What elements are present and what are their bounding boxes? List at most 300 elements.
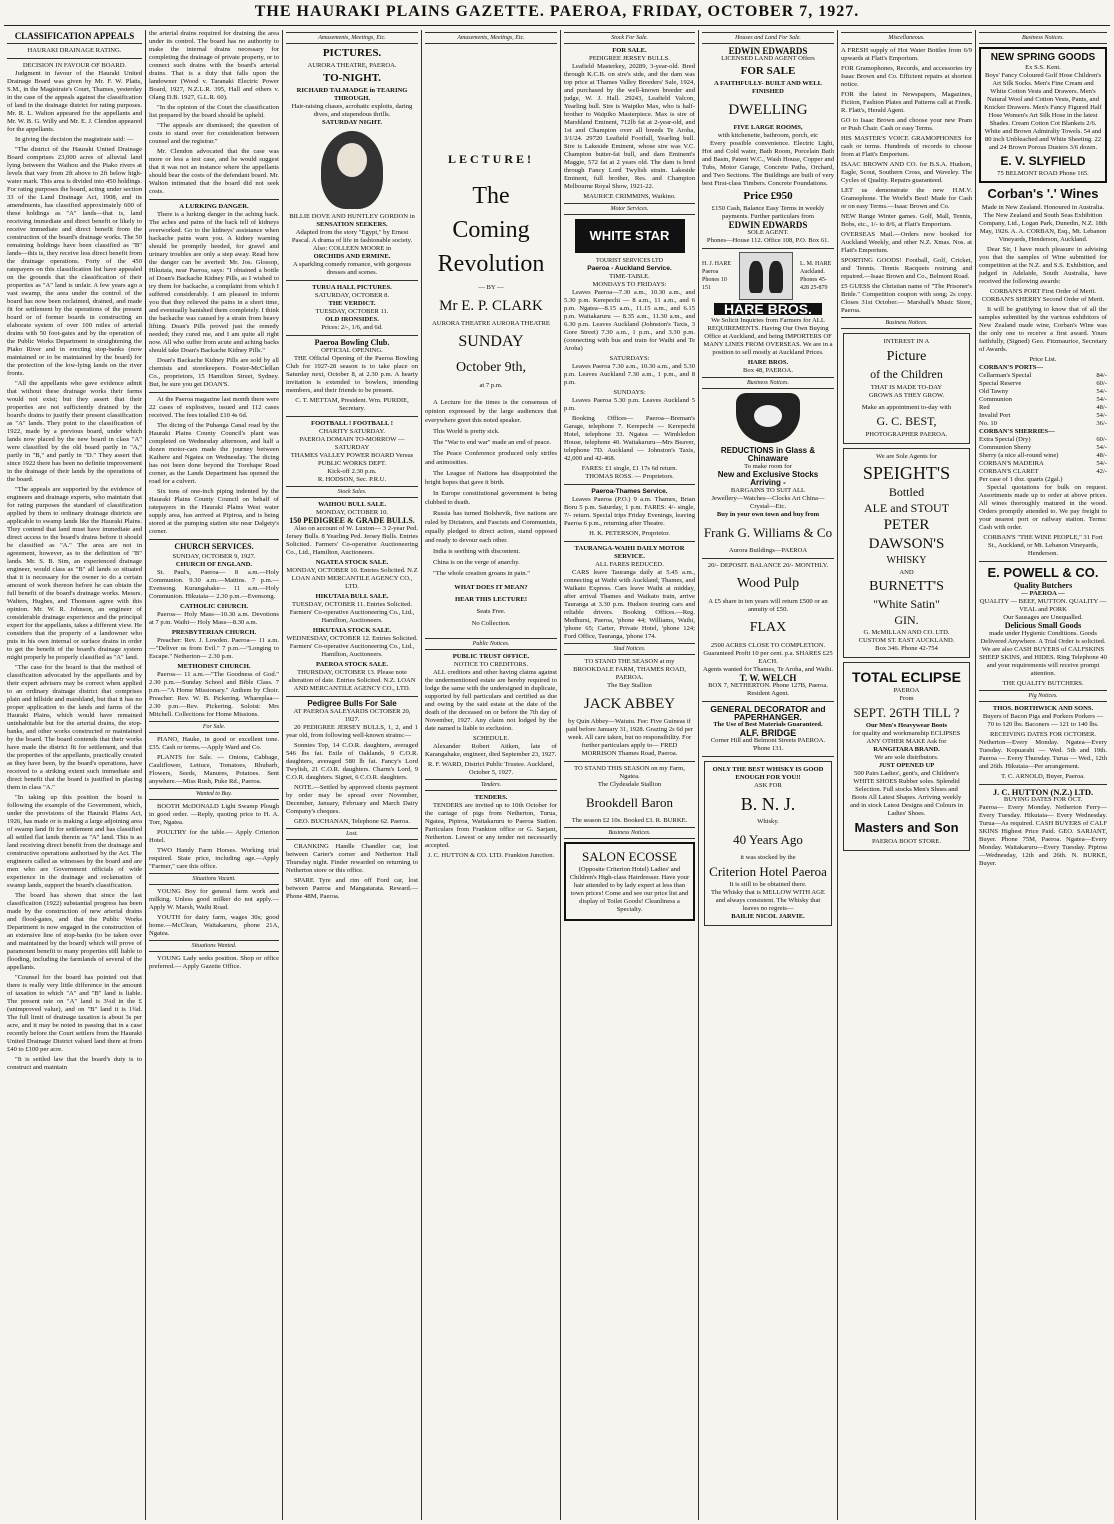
lecture-by: — BY — — [478, 284, 504, 291]
film-stars: BILLIE DOVE AND HUNTLEY GORDON in — [289, 213, 415, 220]
price-item: Red — [979, 404, 990, 411]
column-4 — [421, 30, 560, 1520]
contact-paeroa: H. J. HARE Paeroa Phones 10 151 — [702, 261, 732, 291]
ad-body: We Solicit Inquiries from Farmers for ALL REQUIREMENTS. Having Our Own Buying Office at Auckland, and being IMPORTERS OF MANY LINES FROM OVERSEAS. We are in a position to sell mostly at Auckland Prices. — [703, 317, 833, 356]
ad-heading: ALE and STOUT — [863, 501, 950, 515]
lecture-heading: LECTURE! — [447, 152, 534, 166]
price-value: 54/- — [1096, 444, 1107, 451]
company-name: J. C. HUTTON (N.Z.) LTD. — [992, 787, 1094, 797]
price-row — [979, 396, 1107, 404]
ad-subheading: Price List. — [1029, 356, 1057, 363]
ad-body: Our Sausages are Unequalled. — [1003, 614, 1083, 621]
ad-heading: HIKUTAIA BULL SALE. — [315, 593, 389, 600]
ad-body: WHISKY — [886, 555, 927, 566]
ad-subheading: Our Men's Heavywear Boots — [865, 722, 948, 729]
ad-subheading: Ex S.S. Kent. — [1025, 64, 1061, 71]
section-label: Tenders. — [425, 779, 557, 791]
divider — [286, 696, 418, 697]
ad-body: PHOTOGRAPHER PAEROA. — [865, 431, 948, 438]
signature: R. F. WARD, District Public Trustee. Auckland, October 5, 1927. — [427, 761, 555, 776]
fares: FARES: £1 single, £1 17s 6d return. — [581, 465, 678, 472]
ad-body: Boys' Fancy Coloured Golf Hose Children's Art Silk Socks. Men's Fine Cream and White Cotton Vests and Drawers. Men's Natural Wool and Cotton Vests, Pants, and Knicker Drawers. Men's Fancy Figured Half Hose Women's Art Silk Hose in the latest Shades. Cream Cotton Cot Blankets 2/6. White and Brown Admiralty Towels. 54 and 80 inch Unbleached and White Sheeting. 22 and 24 Brown Porous Dusters 3/6 dozen. — [984, 72, 1102, 151]
theatre-name: AURORA THEATRE, PAEROA. — [307, 62, 397, 69]
paragraph: "The whole creation groans in pain." — [433, 570, 530, 577]
article-title: CLASSIFICATION APPEALS — [14, 31, 135, 41]
paragraph: The League of Nations has disappointed the bright hopes that gave it birth. — [425, 470, 557, 486]
section-label: Business Notices. — [841, 317, 972, 329]
price-item: Old Tawny — [979, 388, 1009, 395]
company-name: Frank G. Williams & Co — [703, 525, 833, 540]
section-label: Motor Services. — [564, 203, 695, 215]
price-row — [979, 372, 1107, 380]
ad-body: ASK FOR — [754, 782, 782, 789]
ad-body: It will be gratifying to know that of all the samples submitted by the various exhibitors of New Zealand made wine, Corban's Wine was the only one to receive a first award. Yours faithfully, (Signed) Geo. Fitzmaurice, Secretary of Awards. — [979, 306, 1107, 353]
ad-heading: TAURANGA-WAIHI DAILY MOTOR SERVICE. — [574, 545, 685, 560]
price-list — [979, 436, 1107, 476]
price-row — [979, 404, 1107, 412]
divider — [286, 335, 418, 336]
ad-subheading: TIME-TABLE. — [609, 273, 650, 280]
ad-subheading: SCHEDULE. — [472, 735, 510, 742]
divider — [702, 558, 834, 559]
slyfield-ad — [979, 47, 1107, 183]
article-title: A LURKING DANGER. — [179, 203, 249, 210]
brand-name: BAILIE NICOL JARVIE. — [731, 913, 805, 920]
church-name: CATHOLIC CHURCH. — [179, 603, 249, 610]
paragraph: "The case for the board is that the method of classification advocated by the appellants and by their expert advisers may be correct when applied to an ordinary drainage district that comprises plain and hillside and marshland, but that it has no proper application to the lands and farms of the Hauraki Plains, which would have remained uninhabitable but for the arterial drains, the stop-banks, and other works constructed or maintained by the board. The board contends that their works have made the district fit for settlement, and that the properties of the appellants, practically created as they have been, by the board's operations, have received to a striking extent such immediate and direct benefit that the board is justified in placing them in class "A." — [7, 664, 142, 791]
paragraph: "The appeals are supported by the evidence of engineers and drainage experts, who maintain that for rating purposes the standard of classification applied by them to ordinary drainage districts are applicable to swamp lands like the Hauraki Plains. They contend that land must have immediate and direct access to the board's drains before it should be classified as "A." The area are not in agreement, however, as to the definition of "B" lands. Mr. S. B. Sim, an experienced drainage engineer, would class as "B" all lands so situated that it is necessary for the owner to do a certain amount of work thereon before he can obtain the full benefit of the board's drainage works. Messrs. Walters, Hughes, and Thomson agree with this opinion. Mr. W. R. Johnson, an engineer of considerable drainage experience and the principal expert for the appellants, takes a different view. He considers that the property of a landowner who puts in his own internal or surface drains in order to get the benefit of the board's drainage system might properly be properly classified as "A" land. — [7, 486, 142, 661]
brand-name: RANGITARA BRAND. — [873, 746, 940, 753]
ad-body: TENDERS are invited up to 10th October for the cartage of pigs from Netherton, Turua, Ngatea, Pipiroa, Waitakaruru to Paeroa Station. Particulars from Frankton office or G. Sarjant, Netherton. Lowest or any tender not necessarily accepted. — [425, 802, 557, 849]
speights-ad — [843, 448, 970, 658]
ad-subheading: OFFICIAL OPENING. — [321, 347, 383, 354]
classified-ad: A FRESH supply of Hot Water Bottles from 6/9 upwards at Flatt's Emporium. — [841, 47, 972, 62]
ad-body: Alexander Robert Aitken, late of Karangahake, engineer, died September 23, 1927. — [425, 743, 557, 758]
price-value: 36/- — [1096, 420, 1107, 427]
paragraph: The "War to end war" made an end of peace. — [433, 439, 551, 446]
service-date: SUNDAY, OCTOBER 9, 1927. — [172, 553, 256, 560]
phones: Box 346. Phone 42-754 — [875, 645, 938, 652]
brand-name: SPEIGHT'S — [862, 463, 951, 483]
film-description: A sparkling comedy romance, with gorgeous dresses and scenes. — [292, 261, 412, 276]
classified-ad: SPORTING GOODS! Football, Golf, Cricket, and Tennis. Tennis Racquets restrung and repaired.—Isaac Brown and Co., Belmont Road. — [841, 257, 972, 280]
classified-ad: SPARE Tyre and rim off Ford car, lost between Paeroa and Mangatarata. Reward.—Phone 48M, Paeroa. — [286, 877, 418, 900]
ad-body: GIN. — [894, 613, 919, 627]
classified-ad: TWO Handy Farm Horses. Working trial required. State price, including age.—Apply "Farmer," care this office. — [149, 847, 279, 870]
hare-image — [739, 252, 793, 300]
booking-offices: Booking Offices— Paeroa—Breman's Garage, telephone 7. Kerepechi — Kerepechi Hotel, telephone 33. Ngatea — Wimbledon House, telephone 40. Waitakaruru—Mrs Beaver, telephone 7D. Auckland — Johnston's Taxis, 42,000 and 42-468. — [564, 415, 695, 462]
classified-ad: £5 GUESS the Christian name of "The Prisoner's Bride." Competition coupon with song; 2s copy. Closes 31st October.— Marshall's Music Store, Paeroa. — [841, 283, 972, 314]
ad-heading: NGATEA STOCK SALE. — [315, 559, 389, 566]
stallion-name: Brookdell Baron — [585, 795, 673, 810]
divider — [149, 199, 279, 200]
company-name: TOURIST SERVICES LTD — [595, 258, 664, 264]
film-title: RICHARD TALMADGE in TEARING THROUGH. — [296, 87, 408, 102]
ad-body: 20 PEDIGREE JERSEY BULLS, 1, 2, and 1 year old, from following well-known strains:— — [286, 724, 418, 739]
ad-heading: DWELLING — [728, 102, 808, 118]
paragraph: The dicing of the Puhanga Canal road by the Hauraki Plains County Council's plant was completed on Wednesday afternoon, and half a dozen motor-cars made the journey between Kaihere and Ngatea on Wednesday. The dicing has not been done beyond the Torehape Road corner, as the Lands Department has opened the road for a culvert. — [149, 422, 279, 485]
brand-name: PETER — [883, 517, 930, 533]
ad-heading: FLAX — [749, 620, 787, 635]
classified-ad: NEW Range Winter games. Golf, Mall, Tennis, Bobs, etc., 1/- to 8/6, at Flatt's Emporium. — [841, 213, 972, 228]
paragraph: In giving the decision the magistrate said: — — [15, 136, 134, 143]
section-label: Situations Vacant. — [149, 873, 279, 885]
address: Box 48, PAEROA. — [743, 367, 793, 374]
ad-body: CORBAN'S PORT First Order of Merit. CORBAN'S SHERRY Second Order of Merit. — [981, 288, 1105, 303]
section-label: Business Notices. — [564, 827, 695, 839]
address: PAEROA BOOT STORE. — [872, 838, 941, 845]
paragraph: This World is pretty sick. — [433, 428, 500, 435]
ad-body: THE Official Opening of the Paeroa Bowling Club for 1927-28 season is to take place on Saturday next, October 8, at 2.30 p.m. A hearty invitation is extended to bowlers, intending members, and their friends to be present. — [286, 355, 418, 394]
ad-body: Also on account of W. Luxton— 3 2-year Ped. Jersey Bulls. 8 Yearling Ped. Jersey Bulls. Entries Solicited. Farmers' Co-operative Auctioneering Co., Ltd., Hamilton, Auctioneers. — [286, 525, 418, 556]
paragraph: A Lecture for the times is the consensus of opinion expressed by the large audiences that everywhere greet this noted speaker. — [425, 399, 557, 424]
brand-name: BURNETT'S — [869, 579, 944, 594]
classified-ad: YOUNG Boy for general farm work and milking. Unless good milker do not apply.—Apply W. Marsh, Waihi Road. — [149, 888, 279, 911]
paragraph: India is seething with discontent. — [433, 548, 520, 555]
ad-body: CARS leave Tauranga daily at 5.45 a.m., connecting at Waihi with Auckland, Thames, and Waikato Express. Cars leave Waihi at midday, after arrival Thames and Waikato train, arrive Tauranga at 3.30 p.m. Hudson touring cars and reliable drivers. Booking Offices.—Reg. Medhurst, Paeroa, 'phone 44; Williams, Waihi, 'phone 65; Carter, Private Hotel, 'phone 124; Ford Office, Tauranga, 'phone 174. — [564, 569, 695, 640]
timetable: Leaves Paeroa 5.30 p.m. Leaves Auckland 5 p.m. — [564, 397, 695, 412]
ad-heading: GENERAL DECORATOR and PAPERHANGER. — [710, 704, 826, 722]
signature: T. C. ARNOLD, Buyer, Paeroa. — [1001, 773, 1085, 780]
classified-ad: FOR Gramophones, Records, and accessories try Isaac Brown and Co. Efficient repairs at shortest notice. — [841, 65, 972, 88]
price-row — [979, 420, 1107, 428]
column-7 — [837, 30, 975, 1520]
price-value: 60/- — [1096, 380, 1107, 387]
column-3 — [282, 30, 421, 1520]
ad-body: Every possible convenience. Electric Light, Hot and Cold water, Bath Room, Porcelain Bath and Basin, Patent W.C., Wash House, Copper and Tubs, Motor Garage, Concrete Paths, Orchard, and Two Sections. The Buildings are built of very best First-class Timbers. Concrete Foundations. — [702, 140, 834, 187]
paragraph: Doan's Backache Kidney Pills are sold by all chemists and storekeepers. Foster-McClellan Co., proprietors, 15 Hamilton Street, Sydney. But, be sure you get DOAN'S. — [149, 357, 279, 388]
ad-heading: of the Children — [870, 367, 943, 381]
date: TUESDAY, OCTOBER 11. — [315, 308, 389, 315]
price-item: Special Reserve — [979, 380, 1022, 387]
lecture-date: October 9th, — [456, 360, 526, 375]
ad-subheading: A FAITHFULLY- BUILT AND WELL FINISHED — [713, 80, 823, 95]
divider — [149, 392, 279, 393]
price-item: No. 10 — [979, 420, 997, 427]
price-item: Extra Special (Dry) — [979, 436, 1031, 443]
ad-body: INTEREST IN A — [883, 338, 930, 345]
agent-name: EDWIN EDWARDS — [728, 220, 808, 230]
ad-heading: SATURDAY NIGHT. — [321, 119, 383, 126]
hotel-name: Criterion Hotel Paeroa — [709, 864, 827, 879]
section-label: Stock Sales. — [286, 486, 418, 498]
price-item: CORBAN'S CLARET — [979, 468, 1039, 475]
ad-body: £150 Cash, Balance Easy Terms in weekly payments. Further particulars from — [711, 205, 825, 220]
price-row — [979, 468, 1107, 476]
film-description: Hair-raising chases, acrobatic exploits, daring dives, and stupendous thrills. — [291, 103, 413, 118]
section-label: Miscellaneous. — [841, 32, 972, 44]
ad-body: To make room for — [744, 463, 792, 470]
column-5 — [560, 30, 698, 1520]
company-name: ALF. BRIDGE — [739, 728, 797, 738]
divider — [7, 58, 142, 59]
hare-bros-ad — [702, 252, 834, 300]
lecture-title: Coming — [452, 217, 530, 243]
classified-ad: ISAAC BROWN AND CO. for B.S.A. Hudson, Eagle, Scout, Southern Cross, and Waveley. The Cycles of Quality. Repairs guaranteed. — [841, 161, 972, 184]
film-title: SENSATION SEEKERS. — [316, 221, 388, 228]
ad-body: Buyers of Bacon Pigs and Porkers Porkers — 70 to 120 lbs. Baconers — 121 to 140 lbs. — [982, 713, 1104, 728]
classified-ad: POULTRY for the table.— Apply Criterion Hotel. — [149, 829, 279, 844]
address: Aurora Buildings—PAEROA — [728, 547, 808, 554]
classified-ad: LET us demonstrate the new H.M.V. Gramophone. The World's Best! Made for Cash or on easy Terms.—Isaac Brown and Co. — [841, 187, 972, 210]
ad-subheading: The Use of Best Materials Guaranteed. — [713, 721, 823, 728]
section-label: Lost. — [286, 828, 418, 840]
masthead: THE HAURAKI PLAINS GAZETTE. PAEROA, FRIDAY, OCTOBER 7, 1927. — [254, 3, 860, 20]
paragraph: Mr. Clendon advocated that the case was more or less a test case, and he would suggest that it was not an instance where the appellants should bear the costs of the defendant board. Mr. Walton intimated that the board did not seek costs. — [149, 148, 279, 195]
price-value: 54/- — [1096, 412, 1107, 419]
classified-ad: BOOTH McDONALD Light Swamp Plough in good order. —Reply, quoting price to H. A. Torr, Ngatea. — [149, 803, 279, 826]
ad-body: Dear Sir, I have much pleasure in advising you that the samples of Wine submitted for competition at the N.Z. and S.S. Exhibition, and judged in Adelaide, South Australia, have received the following awards: — [979, 246, 1107, 285]
lecture-title: Revolution — [437, 251, 545, 277]
paragraph: Judgment in favour of the Hauraki United Drainage Board was given by Mr. F. W. Platts, S.M., in the Magistrate's Court, Thames, yesterday in the case of the appeals against the classification of land in the drainage district for rating purposes. Mr. R. L. Walton appeared for the appellants and Mr. W. B. G. Willy and Mr. E. J. Clendon appeared for the appellants. — [7, 70, 142, 133]
service-times: Preacher: Rev. J. Lowden. Paeroa— 11 a.m.—"Deliver us from Evil." 7 p.m.—"Longing to Escape." Netherton— 2.30 p.m. — [149, 637, 279, 660]
ad-heading: 40 Years Ago — [733, 832, 803, 847]
company-name: Masters and Son — [854, 820, 959, 835]
church-name: METHODIST CHURCH. — [177, 663, 251, 670]
lecture-time: at 7 p.m. — [479, 382, 503, 389]
service-times: Paeroa— 11 a.m.—"The Goodness of God." 2.30 p.m.—Sunday School and Bible Class. 7 p.m.—"A Home Missionary." Anthem by Choir. Preacher: Rev. W. B. Pickering. Whareplaa— 2.30 p.m.—Rev. Pickering. Soloist: Mrs Mitchell. Collections for Home Missions. — [149, 671, 279, 718]
signature: J. C. HUTTON & CO. LTD. Frankton Junction. — [427, 852, 555, 859]
ad-subheading: The Bay Stallion — [607, 682, 652, 689]
ad-body: THAT IS MADE TO-DAY — [870, 384, 943, 391]
paragraph: There is a lurking danger in the aching back. The aches and pains of the back tell of kidneys overworked. Go to the kidneys' assistance when backache pains warn you. A kidney warning should be promptly heeded, for gravel and urinary troubles are only a step away. Read how the danger can be averted: Mr. Jos. Glossop, Hikutaia, near Paeroa, says: "I obtained a bottle of Doan's Backache Kidney Pills, as I wished to try them for backache, a complaint from which I suffered considerably. I am pleased to inform you that they relieved the pains in a short time, and eventually banished them completely. I think the backache was caused by a strain from heavy lifting. Doan's Pills proved just the remedy needed; they cured me, and I am quite all right now. All who suffer from acute and aching backs should take Doan's Backache Kidney Pills." — [149, 211, 279, 354]
lecture-title: The — [472, 183, 510, 209]
actor-portrait — [321, 131, 383, 209]
ad-body: PAEROA — [893, 687, 920, 694]
column-6 — [698, 30, 837, 1520]
ad-heading: PICTURES. — [322, 47, 382, 59]
ad-body: 500 Pairs Ladies', gent's, and Children's WHITE SHOES Rubber soles. Splendid Selection. Full stocks Men's Shoes and Boots All Latest Shapes. Arriving weekly and in stock Latest Designs and Colours in Ladies' Shoes. — [850, 770, 963, 817]
call-to-action: HEAR THIS LECTURE! — [454, 596, 528, 603]
signature: GEO. BUCHANAN, Telephone 62. Paeroa. — [294, 818, 410, 825]
divider — [286, 280, 418, 281]
price-row — [979, 380, 1107, 388]
chinaware-image — [736, 393, 800, 443]
venue: AURORA THEATRE AURORA THEATRE — [432, 320, 550, 327]
ad-subheading: ALL FARES REDUCED. — [595, 561, 664, 568]
ad-body: BARGAINS TO SUIT ALL — [730, 487, 806, 494]
stallion-name: JACK ABBEY — [583, 696, 676, 712]
ad-body: made under Hygienic Conditions. Goods Delivered Anywhere. A Trial Order is solicited. We are also CASH BUYERS of CALFSKINS SHEEP SKINS, and HIDES. Ring Telephone 40 and your requirements will receive prompt attention. — [979, 630, 1107, 677]
divider — [149, 539, 279, 540]
ad-body: with kitchenette, bathroom, porch, etc — [717, 132, 819, 139]
divider — [286, 416, 418, 417]
ad-body: It is still to be obtained there. — [729, 881, 807, 888]
ad-heading: New and Exclusive Stocks Arriving - — [717, 470, 819, 487]
ad-body: The season £2 10s. Booked £3. R. BURKE. — [571, 817, 688, 824]
ad-subheading: MONDAYS TO FRIDAYS: — [592, 281, 667, 288]
ad-subheading: PEDIGREE JERSEY BULLS. — [589, 55, 670, 62]
classified-ad: PLANTS for Sale. — Onions, Cabbage, Cauliflower, Lettuce, Tomatoes, Rhubarb, Flowers, Seeds, Manures, Potatoes. Sent anywhere.—Miss Rush, Puke Rd., Paeroa. — [149, 754, 279, 785]
brand-name: "White Satin" — [873, 597, 940, 611]
price-value: 42/- — [1096, 468, 1107, 475]
price-value: 54/- — [1096, 388, 1107, 395]
ad-body: We are sole distributors. — [874, 754, 939, 761]
ad-heading: PAEROA STOCK SALE. — [315, 661, 389, 668]
price-heading: CORBAN'S SHERRIES— — [979, 428, 1055, 435]
venue: PAEROA DOMAIN TO-MORROW — SATURDAY — [299, 436, 405, 451]
divider — [7, 43, 142, 44]
article-subtitle: HAURAKI DRAINAGE RATING. — [27, 47, 122, 54]
ad-heading: REDUCTIONS in Glass & Chinaware — [720, 446, 816, 463]
company-name: G. McMILLAN AND CO. LTD. — [863, 629, 950, 636]
ad-subheading: LICENSED LAND AGENT Offers — [721, 55, 815, 62]
ad-subheading: TO STAND THIS SEASON on my Farm, Ngatea. — [574, 765, 685, 780]
ad-body: (Opposite Criterion Hotel) Ladies' and Children's High-class Hairdresser. Have your hair attended to by lady expert at less than town prices! Come and see our price list and display of Toilet Goods! Cleanliness a Specialty. — [569, 866, 690, 913]
film-stars: Also: COLLEEN MOORE in — [312, 245, 392, 252]
ad-body: Sonnies Top, 14 C.O.R. daughters, averaged 546 lbs fat. Exile of Oaklands, 9 C.O.R. daughters, averaged 580 lb fat. Fancy's Lord Twylish, 21 C.O.R. daughters. Charm's Lord, 9 C.O.R. daughters. Signet, 6 C.O.R. daughters. — [286, 742, 418, 781]
ad-heading: TOTAL ECLIPSE — [852, 669, 961, 685]
price-row — [979, 412, 1107, 420]
farm-name: BROOKDALE FARM, THAMES ROAD, PAEROA. — [573, 666, 686, 681]
divider — [702, 756, 834, 757]
photographer-ad — [843, 333, 970, 444]
section-label: Business Notices. — [702, 377, 834, 389]
ad-heading: SEPT. 26TH TILL ? — [853, 705, 960, 720]
paragraph: "All the appellants who gave evidence admit that without these drainage works their farms would not exist; but they assert that their properties are not sufficiently drained by the board's drains to justify their present classification as "A" lands. They point to the classification of 1922, made by a previous board, under which lands now placed by the new board in class "A" were classified by the old board partly in "A," partly in "B," and partly in "D." They assert that since 1922 there has been no definite improvement in the drainage of their lands by the operations of the board. — [7, 380, 142, 483]
signature: H. K. PETERSON, Proprietor. — [589, 530, 670, 537]
signature: MAURICE CRIMMINS, Waikino. — [583, 193, 676, 200]
signature: C. T. METTAM, President. Wm. PURDIE, Secretary. — [295, 397, 409, 412]
paragraph: the arterial drains required for draining the area under its control. The board has no authority to make the internal drains necessary for completing the drainage of private property, or to connect such drains with the board's arterial drains. That is a duty that falls upon the landowner (Wood v. Taranaki Electric Power Board, 1927, N.Z.L.R. 395, Hall and others v. Olang D.B. 1927, G.L.R. 60). — [149, 30, 279, 101]
paragraph: China is on the verge of anarchy. — [433, 559, 520, 566]
ad-body: A £5 share in ten years will return £500 or an annuity of £50. — [708, 598, 828, 613]
ad-subheading: NOTICE TO CREDITORS. — [453, 661, 529, 668]
ad-subheading: SOLE AGENT. — [747, 229, 789, 236]
divider — [979, 561, 1107, 562]
agent-name: EDWIN EDWARDS — [728, 46, 808, 56]
section-label: Stud Notices. — [564, 643, 695, 655]
ad-subheading: JUST OPENED UP — [878, 762, 935, 769]
ad-body: Jewellery—Watches—Clocks Art China—Crystal—Etc. — [711, 495, 825, 510]
price: Price £950 — [743, 190, 793, 202]
ad-body: TUESDAY, OCTOBER 11. Entries Solicited. Farmers' Co-operative Auctioneering Co., Ltd., Hamilton, Auctioneers. — [289, 601, 415, 624]
ad-heading: TENDERS. — [474, 794, 508, 801]
ad-body: Buy in your own town and buy from — [716, 511, 820, 518]
lecturer: Mr E. P. CLARK — [439, 298, 543, 314]
ad-heading: FOOTBALL ! FOOTBALL ! — [311, 420, 393, 427]
film-description: Adapted from the story "Egypt," by Ernest Pascal. A drama of life in fashionable society. — [291, 229, 413, 244]
section-label: Wanted to Buy. — [149, 788, 279, 800]
classified-ad: YOUTH for dairy farm, wages 30s; good home.—McClean, Waitakaruru, phone 21A, Ngatea. — [149, 914, 279, 937]
company-name: THOS. BORTHWICK AND SONS. — [992, 705, 1094, 712]
address: CUSTOM ST. EAST AUCKLAND. — [858, 637, 955, 644]
divider — [564, 761, 695, 762]
ad-body: NOTE.—Settled by approved clients payment by order may be spread over November, December, January, February and March Dairy Company's cheques. — [286, 784, 418, 815]
prices: Prices: 2/-, 1/6, and 6d. — [321, 324, 383, 331]
ad-body: WEDNESDAY, OCTOBER 12. Entries Solicited. Farmers' Co-operative Auctioneering Co., Ltd., Hamilton, Auctioneers. — [286, 635, 418, 658]
timetable: Leaves Paeroa 7.30 a.m., 10.30 a.m., and 5.30 p.m. Leaves Auckland 7.30 a.m., 1 p.m., and 8 p.m. — [564, 363, 695, 386]
paragraph: At the Paeroa magazine last month there were 22 cases of explosives, issued and 112 cases received. The fees totalled £10 4s 6d. — [149, 396, 279, 419]
company-name: HARE BROS. — [747, 359, 789, 366]
price-value: 48/- — [1096, 452, 1107, 459]
white-star-logo: WHITE STAR — [575, 219, 685, 253]
signature: THOMAS ROSS. — Proprietors. — [585, 473, 674, 480]
church-name: PRESBYTERIAN CHURCH. — [171, 629, 257, 636]
film-title: OLD IRONSIDES. — [325, 316, 379, 323]
price-value: 84/- — [1096, 372, 1107, 379]
hare-bros-logo: HARE BROS. — [714, 303, 822, 315]
seats-note: Seats Free. — [476, 608, 506, 615]
price-row — [979, 444, 1107, 452]
price-item: Cellarman's Special — [979, 372, 1032, 379]
ad-body: MONDAY, OCTOBER 10. Entries Solicited. N.Z LOAN AND MERCANTILE AGENCY CO., LTD. — [286, 567, 418, 590]
salon-ad — [564, 842, 695, 921]
ad-subheading: SATURDAYS: — [609, 355, 650, 362]
signature: THE QUALITY BUTCHERS. — [1002, 680, 1084, 687]
ad-heading: NEW SPRING GOODS — [990, 52, 1096, 63]
company-name: G. C. BEST, — [876, 414, 937, 428]
ad-heading: PUBLIC TRUST OFFICE. — [452, 653, 530, 660]
ad-subheading: Delicious Small Goods — [1004, 621, 1082, 630]
ad-heading: Paeroa - Auckland Service. — [587, 265, 672, 272]
ad-body: Leafield Masterkey, 20289, 3-year-old. Bred through K.C.B. on sire's side, and the dam was top price at Thames Valley Breeders' Sale, 1924, and purchased by the well-known breeder and judge, W. J. Hall. 29243, Leafield Valcon, Yearling bull. Sire is Waipiko Max, who is half-brother to Waipiko Masterpiece. Max is sire of Marshland Eminent, 712lb fat at 2-year-old, and 1st and Champion over all breeds Te Aroha, 3/1/24. 29720 Leafield Footfall, Yearling bull. Sire is Lakeside Eminent, whose sire was V.C. Champion butter-fat bull, and dam Eminent's Maggie, 572 fat at 2 years old. The dam is bred through Fancy Lord Twylish strain. Lakeside Eminent, full brother, Res. and Champion Melbourne Royal Show, 1921-22. — [564, 63, 695, 190]
section-label: Amusements, Meetings, Etc. — [286, 32, 418, 44]
ad-heading: TURUA HALL PICTURES. — [312, 284, 392, 291]
price-row — [979, 460, 1107, 468]
ad-subheading: The Clydesdale Stallion — [597, 781, 662, 788]
masthead-rule — [4, 25, 1110, 26]
ad-body: THURSDAY, OCTOBER 13. Please note alteration of date. Entries Solicited. N.Z. LOAN AND MERCANTILE AGENCY CO., LTD. — [288, 669, 416, 692]
company-name: E. V. SLYFIELD — [1000, 154, 1086, 168]
section-title: CHURCH SERVICES. — [174, 542, 254, 551]
classified-ad: FOR the latest in Newspapers, Magazines, Fiction, Fashion Plates and Patterns call at Fredk. R. Flatt's, Herald Agent. — [841, 91, 972, 114]
signature: CORBAN'S "THE WINE PEOPLE," 31 Fort St., Auckland, or Mt. Lebanon Vineyards, Henderson. — [983, 534, 1103, 557]
ad-subheading: BUYING DATES FOR OCT. — [1003, 796, 1083, 803]
ad-body: — PAEROA — — [1021, 590, 1065, 597]
ad-subheading: CHARITY SATURDAY. — [318, 428, 386, 435]
ad-heading: Wood Pulp — [736, 576, 800, 591]
column-1 — [4, 30, 145, 1520]
price-item: Sherry (a nice all-round wine) — [979, 452, 1059, 459]
ad-heading: Corban's '.' Wines — [987, 186, 1099, 201]
price-value: 48/- — [1096, 404, 1107, 411]
paragraph: "The appeals are dismissed; the question of costs to stand over for consideration between counsel and the registrar." — [149, 122, 279, 145]
ad-heading: SALON ECOSSE — [582, 849, 677, 864]
church-name: CHURCH OF ENGLAND. — [175, 561, 253, 568]
ad-subheading: 20/- DEPOSIT. BALANCE 20/- MONTHLY. — [707, 562, 829, 569]
ad-body: The Whisky that is MELLOW WITH AGE and always consistent. The Whisky that leaves no regrets— — [711, 889, 825, 912]
ad-body: Guaranteed Profit 10 per cent. p.a. SHARES £25 EACH. — [703, 650, 833, 665]
price-value: 54/- — [1096, 396, 1107, 403]
brand-name: DAWSON'S — [868, 536, 945, 552]
ad-subheading: TO STAND THE SEASON at my — [584, 658, 675, 665]
paragraph: "The district of the Hauraki United Drainage Board comprises 23,000 acres of alluvial land lying between the Waihou and the Piako rivers at levels that vary from 2ft above to 2ft below high-water mark. This area is divided into 450 holdings. For rating purposes the board, acting under section 33 of the Land Drainage Act, 1908, and its amendments, has classified approximately 600 of these holdings as "A" lands—that is, land receiving immediate and direct benefit or likely to receive immediate and direct benefit from the construction of the board's drainage works. The 50 remaining holdings have been classified as "B" lands—this is, they receive less direct benefit from the drainage operations. Forty of the 450 ratepayers on this classification list have appealed on the grounds that the classification of their properties as "A" land is unfair. A few years ago a vast swamp, the area under the control of the board has now been reclaimed, drained, and made fit for settlement by the operations of the present board or of former boards in constructing an elaborate system of over 100 miles of arterial drains with 50 foot-gates and by the operation of the Public Works Department in straightening the Piako River and in erecting stop-banks (now maintained or to be maintained by the board) for the protection of the low-lying lands on the river fronts. — [7, 146, 142, 377]
ad-heading: FOR SALE — [740, 65, 796, 77]
ad-body: From — [899, 695, 914, 702]
address: Corner Hill and Belmont Streets PAEROA. 'Phone 131. — [710, 737, 826, 752]
divider — [702, 701, 834, 702]
paragraph: "Counsel for the board has pointed out that there is really very little difference in the amount of taxation to which "A" and "B" land is liable. The present rate on "A" land is 3¼d in the £ (unimproved value), and on "B" land it is 1¾d. The full limit of drainage taxation is about 3s per acre, and it may be noted in passing that in a case recently before the Court settlers from the Hauraki United Drainage District valued land there at from £40 to £100 per acre. — [7, 974, 142, 1053]
film-title: THE VERDICT. — [328, 300, 376, 307]
ad-heading: FOR SALE. — [612, 47, 647, 54]
paragraph: The board has shown that since the last classification (1922) substantial progress has been made by the construction of new arterial drains and flood-gates, and that the Public Works Department is now engaged in the construction of an extensive line of stop-banks (to be taken over and maintained by the board) which will prove of paramount benefit to many properties still liable to flooding, including the farmlands of several of the appellants. — [7, 892, 142, 971]
address: BOX 7, NETHERTON. Phone 127B, Paeroa. Resident Agent. — [708, 682, 828, 697]
kickoff: Kick-off 2.30 p.m. — [327, 468, 377, 475]
collection-note: No Collection. — [471, 620, 511, 627]
ad-body: Whisky. — [757, 818, 779, 825]
paragraph: "In taking up this position the board is following the example of the Government, which, under the provisions of the Hauraki Plains Act, 1926, has made or is making a large adjoining area of swamp land fit for settlement and has classified all settled flat lands therein as "A" land. This is as land receiving direct benefit from the drainage and constructive operations authorised by the Act. The engineers called as witnesses by the board and are men who are Government officials of wide experience in the drainage and reclamation of swamp lands, support the board's classification. — [7, 794, 142, 889]
ad-body: Made in New Zealand. Honoured in Australia. The New Zealand and South Seas Exhibition Company, Ltd., Logan Park, Dunedin, N.Z. 18th May, 1926. A. A. CORBAN, Esq., Mt. Lebanon Vineyards, Henderson, Auckland. — [979, 204, 1107, 243]
classified-ad: PIANO, Hauke, in good or excellent tone. £35. Cash or terms.—Apply Ward and Co. — [149, 736, 279, 751]
service-times: St. Paul's, Paeroa— 8 a.m.—Holy Communion. 9.30 a.m.—Mattins. 7 p.m.—Evensong. Kurangahake— 11 a.m.—Holy Communion. Hikutaia— 2.30 p.m.—Evensong. — [149, 569, 279, 600]
boot-store-ad — [843, 662, 970, 851]
film-title: ORCHIDS AND ERMINE. — [313, 253, 391, 260]
classified-ad: HIS MASTER'S VOICE GRAMOPHONES for cash or terms. Hundreds of records to choose from at Flatt's Emporium. — [841, 135, 972, 158]
classified-ad: YOUNG Lady seeks position. Shop or office preferred.— Apply Gazette Office. — [149, 955, 279, 970]
phones: Phones—House 112. Office 108, P.O. Box 61. — [706, 237, 830, 244]
question: WHAT DOES IT MEAN? — [454, 584, 528, 591]
